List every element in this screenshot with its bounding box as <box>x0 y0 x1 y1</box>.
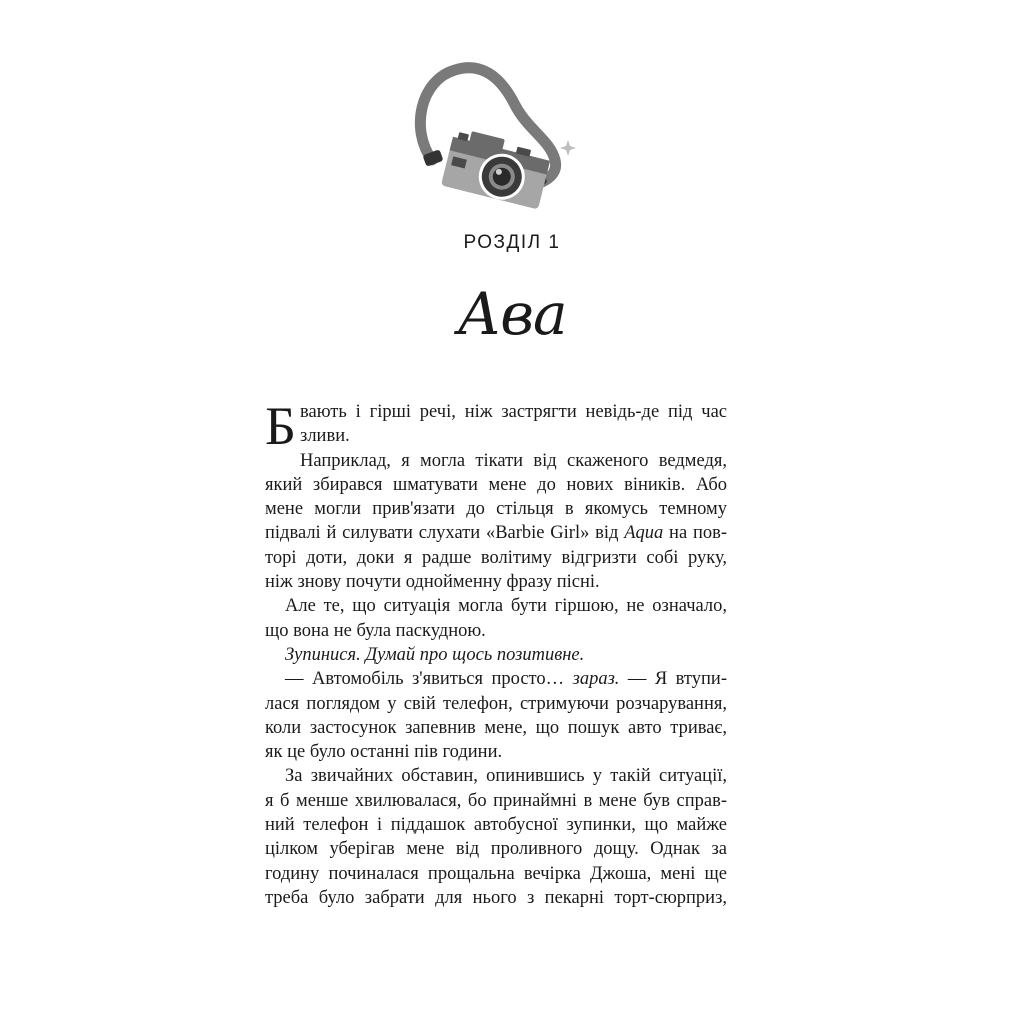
text-line: я б менше хвилювалася, бо принаймні в мене був справ- <box>265 790 727 811</box>
italic-span: Aqua <box>624 523 664 544</box>
text-line: Наприклад, я могла тікати від скаженого ведмедя, <box>300 450 727 471</box>
text-line: що вона не була паскудною. <box>265 620 486 641</box>
paragraph-5 <box>265 667 727 764</box>
text-line: який збирався шматувати мене до нових віників. Або <box>265 474 727 495</box>
paragraph-3 <box>265 594 727 643</box>
text-line: Зупинися. Думай про щось позитивне. <box>285 644 585 665</box>
text-line: ніж знову почути однойменну фразу пісні. <box>265 572 600 593</box>
text-line: треба було забрати для нього з пекарні торт-сюрприз, <box>265 887 727 908</box>
drop-cap: Б <box>265 396 297 456</box>
paragraph-1 <box>265 396 727 456</box>
text-line: цілком уберігав мене від проливного дощу. Однак за <box>265 839 727 860</box>
text-span: підвалі й силувати слухати «Barbie Girl» від <box>265 523 625 544</box>
text-span: на пов- <box>663 523 727 544</box>
text-span: — Я втупи- <box>619 669 727 690</box>
chapter-label: РОЗДІЛ 1 <box>463 232 561 253</box>
text-line: мене могли прив'язати до стільця в якомусь темному <box>265 499 727 520</box>
text-line <box>265 521 727 545</box>
text-line: коли застосунок запевнив мене, що пошук авто триває, <box>265 717 727 738</box>
camera-icon <box>410 60 580 215</box>
camera-illustration <box>410 60 580 215</box>
text-line <box>265 667 727 691</box>
text-line: Але те, що ситуація могла бути гіршою, не означало, <box>285 596 727 617</box>
text-line: як це було останні пів години. <box>265 742 503 763</box>
italic-span: зараз. <box>572 669 620 690</box>
chapter-body <box>265 396 727 910</box>
paragraph-4 <box>265 643 727 667</box>
text-span: — Автомобіль з'явиться просто… <box>285 669 573 690</box>
chapter-title: Ава <box>457 280 567 348</box>
text-line: торі доти, доки я радше волітиму відгризти собі руку, <box>265 547 727 568</box>
paragraph-6 <box>265 764 727 910</box>
text-line: ний телефон і піддашок автобусної зупинки, що майже <box>265 815 727 836</box>
paragraph-2 <box>265 449 727 595</box>
text-line: вають і гірші речі, ніж застрягти невідь-де під час <box>300 402 727 422</box>
text-line: За звичайних обставин, опинившись у такій ситуації, <box>285 766 727 787</box>
text-line: лася поглядом у свій телефон, стримуючи розчарування, <box>265 693 727 714</box>
text-line: зливи. <box>300 426 350 447</box>
text-line: годину починалася прощальна вечірка Джоша, мені ще <box>265 863 727 884</box>
